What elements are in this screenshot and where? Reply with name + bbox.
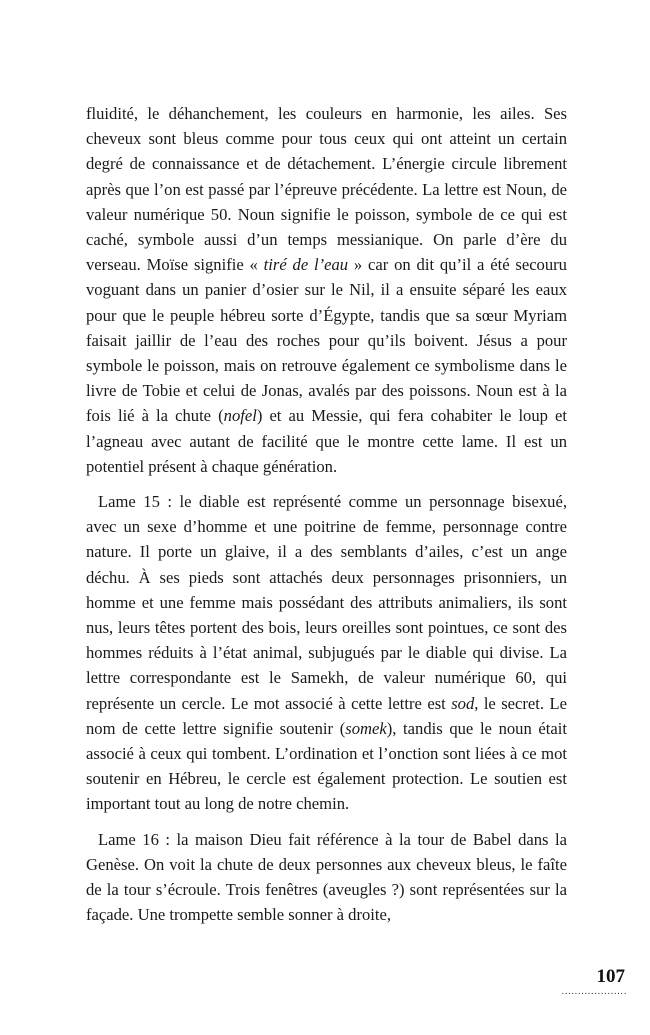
text-run: Lame 15 : le diable est représenté comme un personnage bisexué, avec un sexe d’homme et une poitrine de femme, personnage contre nature. Il porte un glaive, il a des semblants d’ailes, c’est un ange déchu. À ses pieds sont attachés deux personnages prisonniers, un homme et une femme mais possédant des attributs animaliers, ils sont nus, leurs têtes portent des bois, leurs oreilles sont pointues, ce sont des hommes réduits à l’état animal, subjugués par le diable qui divise. La lettre correspondante est le Samekh, de valeur numérique 60, qui représente un cercle. Le mot associé à cette lettre est <box>86 492 567 713</box>
paragraph-lame-16 <box>86 827 567 928</box>
text-run: ) et au Messie, qui fera cohabiter le loup et l’agneau avec autant de facilité que le montre cette lame. Il est un potentiel présent à chaque génération. <box>86 406 567 476</box>
italic-term: nofel <box>223 406 257 426</box>
text-run: ), tandis que le noun était associé à ceux qui tombent. L’ordination et l’onction sont liées à ce mot soutenir en Hébreu, le cercle est également protection. Le soutien est important tout au long de notre chemin. <box>86 718 567 814</box>
paragraph-lame-15 <box>86 489 567 817</box>
italic-term: sod <box>451 693 475 713</box>
page-number: 107 <box>596 966 625 987</box>
body-text <box>86 101 567 928</box>
page-number-dotted-rule: .................... <box>561 986 627 997</box>
text-run: , le secret. Le nom de cette lettre signifie soutenir ( <box>86 693 567 738</box>
paragraph-noun <box>86 101 567 479</box>
text-run: fluidité, le déhanchement, les couleurs en harmonie, les ailes. Ses cheveux sont bleus comme pour tous ceux qui ont atteint un certain degré de connaissance et de détachement. L’énergie circule librement après que l’on est passé par l’épreuve précédente. La lettre est Noun, de valeur numérique 50. Noun signifie le poisson, symbole de ce qui est caché, symbole aussi d’un temps messianique. On parle d’ère du verseau. Moïse signifie « <box>86 104 567 275</box>
italic-term: somek <box>345 718 387 738</box>
italic-term: tiré de l’eau <box>263 255 349 275</box>
text-run: » car on dit qu’il a été secouru voguant dans un panier d’osier sur le Nil, il a ensuite séparé les eaux pour que le peuple hébreu sorte d’Égypte, tandis que sa sœur Myriam faisait jaillir de l’eau des roches pour qu’ils boivent. Jésus a pour symbole le poisson, mais on retrouve également ce symbolisme dans le livre de Tobie et celui de Jonas, avalés par des poissons. Noun est à la fois lié à la chute ( <box>86 255 567 426</box>
text-run: Lame 16 : la maison Dieu fait référence à la tour de Babel dans la Genèse. On voit la chute de deux personnes aux cheveux bleus, le faîte de la tour s’écroule. Trois fenêtres (aveugles ?) sont représentées sur la façade. Une trompette semble sonner à droite, <box>86 829 567 925</box>
